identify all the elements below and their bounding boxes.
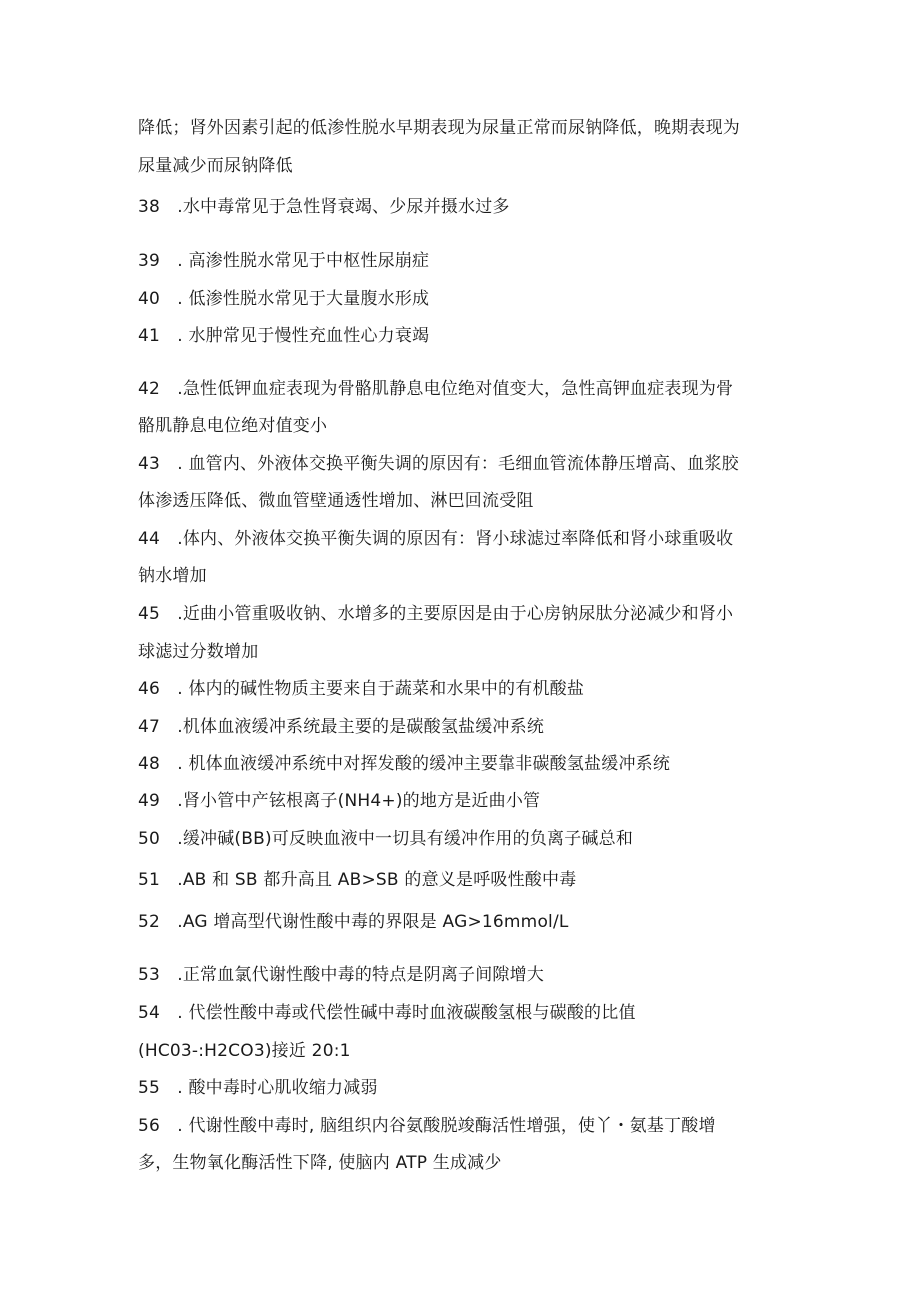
list-item-44: 44 .体内、外液体交换平衡失调的原因有：肾小球滤过率降低和肾小球重吸收: [138, 529, 734, 549]
list-item-45: 45 .近曲小管重吸收钠、水增多的主要原因是由于心房钠尿肽分泌减少和肾小: [138, 604, 734, 624]
text-line: 尿量减少而尿钠降低: [138, 156, 293, 176]
list-item-52: 52 .AG 增高型代谢性酸中毒的界限是 AG>16mmol/L: [138, 912, 569, 932]
list-item-41: 41 . 水肿常见于慢性充血性心力衰竭: [138, 326, 430, 346]
list-item-54: 54 . 代偿性酸中毒或代偿性碱中毒时血液碳酸氢根与碳酸的比值: [138, 1003, 636, 1023]
list-item-50: 50 .缓冲碱(BB)可反映血液中一切具有缓冲作用的负离子碱总和: [138, 829, 634, 849]
text-line: 降低；肾外因素引起的低渗性脱水早期表现为尿量正常而尿钠降低，晚期表现为: [138, 118, 740, 138]
list-item-56: 56 . 代谢性酸中毒时, 脑组织内谷氨酸脱竣酶活性增强，使丫・氨基丁酸增: [138, 1116, 716, 1136]
text-line: 球滤过分数增加: [138, 642, 259, 662]
list-item-39: 39 . 高渗性脱水常见于中枢性尿崩症: [138, 251, 430, 271]
text-line: 体渗透压降低、微血管壁通透性增加、淋巴回流受阻: [138, 491, 534, 511]
list-item-49: 49 .肾小管中产铉根离子(NH4+)的地方是近曲小管: [138, 791, 541, 811]
text-line: 多，生物氧化酶活性下降, 使脑内 ATP 生成减少: [138, 1153, 502, 1173]
list-item-43: 43 . 血管内、外液体交换平衡失调的原因有：毛细血管流体静压增高、血浆胶: [138, 454, 739, 474]
text-line: 钠水增加: [138, 566, 207, 586]
list-item-55: 55 . 酸中毒时心肌收缩力减弱: [138, 1078, 378, 1098]
list-item-42: 42 .急性低钾血症表现为骨骼肌静息电位绝对值变大，急性高钾血症表现为骨: [138, 379, 734, 399]
list-item-48: 48 . 机体血液缓冲系统中对挥发酸的缓冲主要靠非碳酸氢盐缓冲系统: [138, 754, 671, 774]
list-item-47: 47 .机体血液缓冲系统最主要的是碳酸氢盐缓冲系统: [138, 717, 545, 737]
list-item-53: 53 .正常血氯代谢性酸中毒的特点是阴离子间隙增大: [138, 965, 545, 985]
list-item-51: 51 .AB 和 SB 都升高且 AB>SB 的意义是呼吸性酸中毒: [138, 870, 577, 890]
list-item-40: 40 . 低渗性脱水常见于大量腹水形成: [138, 289, 430, 309]
list-item-46: 46 . 体内的碱性物质主要来自于蔬菜和水果中的有机酸盐: [138, 679, 585, 699]
text-line: 骼肌静息电位绝对值变小: [138, 416, 328, 436]
text-line: (HC03-:H2CO3)接近 20:1: [138, 1041, 351, 1061]
list-item-38: 38 .水中毒常见于急性肾衰竭、少尿并摄水过多: [138, 197, 510, 217]
